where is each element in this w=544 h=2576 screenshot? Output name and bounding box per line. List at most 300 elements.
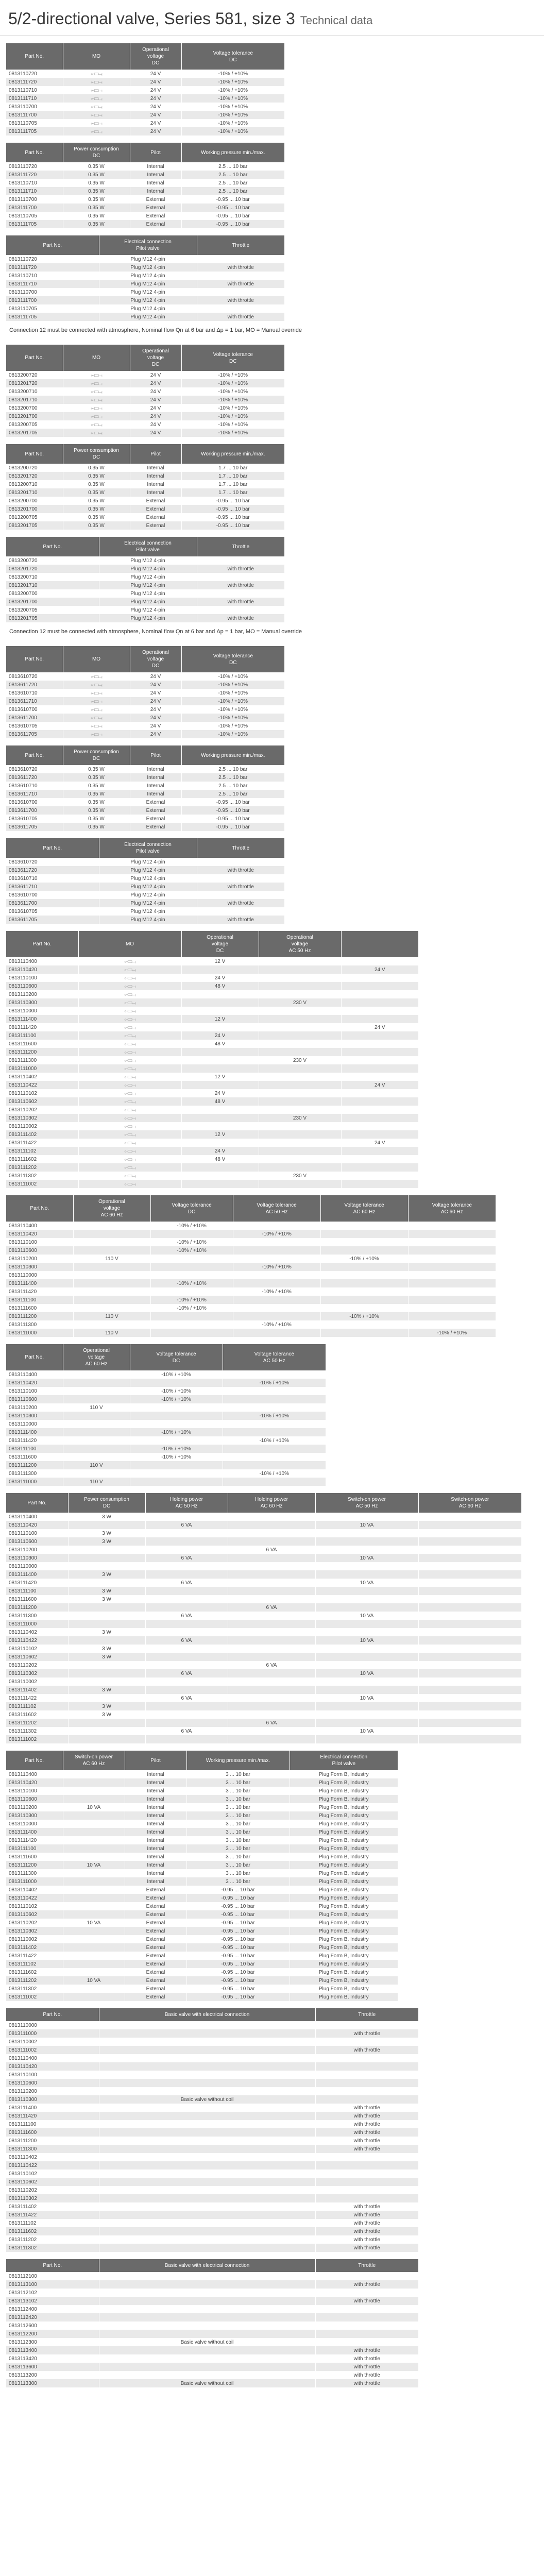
table-cell: 24 V (130, 689, 181, 697)
table-row (6, 464, 284, 472)
table-cell: 230 V (259, 1172, 341, 1180)
table-cell: -0.95 ... 10 bar (186, 1902, 290, 1910)
table-cell: Plug M12 4-pin (99, 866, 197, 874)
table-cell: -0.95 ... 10 bar (181, 815, 284, 823)
part-number: 0813200700 (6, 497, 63, 505)
table-cell: Basic valve without coil (99, 2338, 315, 2346)
table-cell (68, 1669, 145, 1677)
table-cell (63, 1787, 125, 1795)
table-row (6, 1828, 398, 1836)
table-cell: 0.35 W (63, 505, 130, 513)
column-header: Voltage tolerance DC (150, 1195, 233, 1222)
table-cell: with throttle (315, 2137, 418, 2145)
valve-symbol-icon: ⟜⊏⊐⟞ (63, 412, 130, 420)
table-cell: 3 W (68, 1587, 145, 1595)
table-row (6, 204, 284, 212)
part-number: 0813110302 (6, 1927, 63, 1935)
table-row (6, 2354, 418, 2363)
table-cell (99, 2330, 315, 2338)
table-cell: Plug M12 4-pin (99, 272, 197, 280)
table-cell: Plug M12 4-pin (99, 573, 197, 581)
part-number: 0813110002 (6, 2038, 99, 2046)
table-cell: 10 VA (315, 1636, 418, 1645)
table-cell (233, 1238, 320, 1246)
table-cell (223, 1478, 326, 1486)
part-number: 0813111710 (6, 94, 63, 103)
table-row (6, 1312, 496, 1320)
table-cell: -10% / +10% (181, 379, 284, 387)
table-cell: -10% / +10% (223, 1412, 326, 1420)
part-number: 0813111420 (6, 1579, 68, 1587)
part-number: 0813201720 (6, 379, 63, 387)
table-row (6, 990, 418, 998)
valve-symbol-icon: ⟜⊏⊐⟞ (78, 990, 181, 998)
table-cell (418, 1628, 521, 1636)
table-cell: 0.35 W (63, 162, 130, 171)
table-cell (259, 1048, 341, 1056)
table-row (6, 296, 284, 304)
column-header: Power consumption DC (63, 444, 130, 464)
table-cell (233, 1222, 320, 1230)
table-row (6, 2305, 418, 2313)
part-number: 0813110600 (6, 1537, 68, 1546)
part-number: 0813111300 (6, 1612, 68, 1620)
table-cell (315, 1719, 418, 1727)
table-cell (197, 589, 284, 598)
table-cell (315, 2338, 418, 2346)
table-row (6, 2289, 418, 2297)
table-row (6, 565, 284, 573)
part-number: 0813201720 (6, 472, 63, 480)
table-cell (320, 1329, 408, 1337)
table-cell (259, 1163, 341, 1172)
table-cell: 24 V (130, 103, 181, 111)
table-cell: -0.95 ... 10 bar (181, 823, 284, 831)
table-cell (315, 2186, 418, 2194)
table-row (6, 1529, 521, 1537)
table-row (6, 387, 284, 396)
table-cell (150, 1271, 233, 1279)
table-cell (228, 1636, 315, 1645)
part-number: 0813610705 (6, 907, 99, 916)
part-number: 0813111202 (6, 1163, 78, 1172)
part-number: 0813110202 (6, 1106, 78, 1114)
table-cell (228, 1612, 315, 1620)
table-cell: Plug Form B, Industry (290, 1770, 398, 1778)
table-row (6, 806, 284, 815)
table-row (6, 2321, 418, 2330)
table-row (6, 2186, 418, 2194)
table-cell (315, 2054, 418, 2062)
table-cell: 6 VA (145, 1579, 228, 1587)
table-row (6, 2235, 418, 2244)
table-cell: External (125, 1894, 186, 1902)
table-cell: 24 V (130, 730, 181, 738)
part-number: 0813110000 (6, 1420, 63, 1428)
table-cell: 110 V (73, 1312, 150, 1320)
valve-symbol-icon: ⟜⊏⊐⟞ (78, 1048, 181, 1056)
table-cell: Internal (130, 179, 181, 187)
column-header: Part No. (6, 43, 63, 70)
table-cell (228, 1727, 315, 1735)
part-number: 0813110700 (6, 195, 63, 204)
table-cell (320, 1246, 408, 1255)
part-number: 0813111402 (6, 1130, 78, 1139)
part-number: 0813111710 (6, 187, 63, 195)
part-number: 0813201705 (6, 521, 63, 530)
table-cell (315, 1562, 418, 1570)
table-cell: with throttle (197, 883, 284, 891)
table-row (6, 2227, 418, 2235)
column-header: Pilot (125, 1751, 186, 1770)
part-number: 0813110710 (6, 272, 99, 280)
table-row (6, 891, 284, 899)
table-cell (130, 1469, 223, 1478)
table-cell: 10 VA (315, 1579, 418, 1587)
data-table (6, 444, 284, 530)
table-cell: External (125, 1993, 186, 2001)
part-number: 0813110100 (6, 1787, 63, 1795)
table-row (6, 1844, 398, 1853)
column-header: Throttle (197, 537, 284, 556)
table-cell: with throttle (315, 2244, 418, 2252)
table-row (6, 2104, 418, 2112)
table-cell: -10% / +10% (181, 127, 284, 135)
table-cell: 3 ... 10 bar (186, 1803, 290, 1811)
table-cell (130, 1403, 223, 1412)
table-cell: 24 V (181, 1147, 259, 1155)
part-number: 0813110710 (6, 179, 63, 187)
part-number: 0813111705 (6, 127, 63, 135)
page-subtitle: Technical data (300, 14, 373, 27)
page-title: 5/2-directional valve, Series 581, size 3 (8, 9, 295, 28)
spec-table (6, 345, 538, 437)
table-cell: with throttle (315, 2211, 418, 2219)
table-cell: 3 W (68, 1653, 145, 1661)
part-number: 0813200705 (6, 606, 99, 614)
table-row (6, 1653, 521, 1661)
table-cell: 0.35 W (63, 806, 130, 815)
table-cell (68, 1661, 145, 1669)
part-number: 0813200720 (6, 371, 63, 379)
table-cell: -0.95 ... 10 bar (186, 1960, 290, 1968)
part-number: 0813110100 (6, 1529, 68, 1537)
column-header: Voltage tolerance DC (130, 1344, 223, 1370)
table-cell (197, 606, 284, 614)
part-number: 0813111002 (6, 2046, 99, 2054)
table-cell: Plug Form B, Industry (290, 1877, 398, 1886)
table-cell: Internal (125, 1877, 186, 1886)
table-cell: -0.95 ... 10 bar (181, 497, 284, 505)
table-cell (68, 1677, 145, 1686)
table-cell: Plug M12 4-pin (99, 891, 197, 899)
valve-symbol-icon: ⟜⊏⊐⟞ (63, 379, 130, 387)
table-cell: External (130, 798, 181, 806)
column-header: Part No. (6, 444, 63, 464)
column-header: Part No. (6, 646, 63, 672)
table-cell: -10% / +10% (233, 1320, 320, 1329)
table-row (6, 2211, 418, 2219)
table-cell (259, 1007, 341, 1015)
table-cell (408, 1238, 496, 1246)
part-number: 0813111602 (6, 1710, 68, 1719)
column-header: Voltage tolerance AC 60 Hz (320, 1195, 408, 1222)
table-cell: -10% / +10% (150, 1246, 233, 1255)
table-row (6, 1803, 398, 1811)
table-cell (63, 1985, 125, 1993)
column-header: Voltage tolerance DC (181, 43, 284, 70)
table-row (6, 2219, 418, 2227)
table-cell (145, 1513, 228, 1521)
part-number: 0813111102 (6, 1147, 78, 1155)
table-cell: External (125, 1985, 186, 1993)
table-row (6, 94, 284, 103)
table-cell: External (125, 1960, 186, 1968)
table-cell: with throttle (315, 2202, 418, 2211)
valve-symbol-icon: ⟜⊏⊐⟞ (63, 672, 130, 681)
table-cell: Plug Form B, Industry (290, 1869, 398, 1877)
table-cell: Plug Form B, Industry (290, 1861, 398, 1869)
data-table (6, 235, 284, 321)
table-cell: 0.35 W (63, 798, 130, 806)
table-cell: -10% / +10% (150, 1304, 233, 1312)
table-row (6, 1222, 496, 1230)
table-cell (68, 1554, 145, 1562)
table-row (6, 2371, 418, 2379)
valve-symbol-icon: ⟜⊏⊐⟞ (78, 1007, 181, 1015)
part-number: 0813110705 (6, 119, 63, 127)
table-cell: 2.5 ... 10 bar (181, 790, 284, 798)
table-cell: 10 VA (315, 1727, 418, 1735)
table-cell (341, 1180, 418, 1188)
valve-symbol-icon: ⟜⊏⊐⟞ (78, 1139, 181, 1147)
table-cell (408, 1296, 496, 1304)
part-number: 0813110000 (6, 1562, 68, 1570)
part-number: 0813110422 (6, 1894, 63, 1902)
table-cell (63, 1412, 130, 1420)
table-cell: Plug M12 4-pin (99, 606, 197, 614)
table-row (6, 472, 284, 480)
column-header: Part No. (6, 1195, 73, 1222)
column-header: Holding power AC 60 Hz (228, 1493, 315, 1513)
table-cell (408, 1279, 496, 1287)
valve-symbol-icon: ⟜⊏⊐⟞ (63, 429, 130, 437)
column-header: Operational voltage DC (130, 345, 181, 371)
table-header-row (6, 143, 284, 162)
table-cell: Plug Form B, Industry (290, 1886, 398, 1894)
part-number: 0813111302 (6, 1727, 68, 1735)
table-cell (68, 1612, 145, 1620)
table-cell (73, 1238, 150, 1246)
spec-table (6, 235, 538, 321)
table-cell: 3 W (68, 1537, 145, 1546)
table-cell: with throttle (315, 2363, 418, 2371)
table-cell (197, 255, 284, 263)
table-cell (181, 1139, 259, 1147)
table-cell: 24 V (341, 965, 418, 974)
table-row (6, 1952, 398, 1960)
table-cell: -0.95 ... 10 bar (186, 1894, 290, 1902)
part-number: 0813110300 (6, 1811, 63, 1820)
table-cell: External (130, 823, 181, 831)
table-cell (99, 2272, 315, 2280)
part-number: 0813111700 (6, 111, 63, 119)
table-row (6, 1770, 398, 1778)
part-number: 0813113200 (6, 2371, 99, 2379)
column-header: Working pressure min./max. (186, 1751, 290, 1770)
table-cell (259, 1155, 341, 1163)
table-cell (259, 1015, 341, 1023)
table-cell: 12 V (181, 1073, 259, 1081)
table-cell (99, 2244, 315, 2252)
table-cell (73, 1279, 150, 1287)
part-number: 0813110422 (6, 1081, 78, 1089)
part-number: 0813110202 (6, 1661, 68, 1669)
table-cell (315, 2272, 418, 2280)
table-cell (63, 1778, 125, 1787)
table-cell (259, 1106, 341, 1114)
table-cell (99, 2194, 315, 2202)
table-row (6, 162, 284, 171)
table-cell (315, 1587, 418, 1595)
table-row (6, 705, 284, 714)
part-number: 0813111600 (6, 1040, 78, 1048)
valve-symbol-icon: ⟜⊏⊐⟞ (78, 1180, 181, 1188)
table-cell (145, 1570, 228, 1579)
table-cell (341, 1122, 418, 1130)
spec-table (6, 1493, 538, 1743)
table-cell (150, 1329, 233, 1337)
table-cell (228, 1677, 315, 1686)
page-header (0, 0, 544, 36)
table-header-row (6, 838, 284, 858)
table-cell: 0.35 W (63, 480, 130, 488)
valve-symbol-icon: ⟜⊏⊐⟞ (63, 722, 130, 730)
table-cell: Internal (130, 472, 181, 480)
table-cell: -10% / +10% (181, 86, 284, 94)
table-cell (341, 957, 418, 965)
part-number: 0813113100 (6, 2280, 99, 2289)
part-number: 0813111400 (6, 1570, 68, 1579)
part-number: 0813111100 (6, 1445, 63, 1453)
table-cell (418, 1612, 521, 1620)
table-row (6, 1263, 496, 1271)
table-row (6, 1172, 418, 1180)
table-cell: Plug Form B, Industry (290, 1853, 398, 1861)
table-row (6, 1089, 418, 1097)
table-cell (233, 1312, 320, 1320)
table-row (6, 187, 284, 195)
table-row (6, 1114, 418, 1122)
table-cell: -0.95 ... 10 bar (181, 212, 284, 220)
part-number: 0813112200 (6, 2330, 99, 2338)
table-row (6, 1645, 521, 1653)
column-header: Part No. (6, 2259, 99, 2272)
table-row (6, 497, 284, 505)
table-row (6, 513, 284, 521)
part-number: 0813111300 (6, 1320, 73, 1329)
part-number: 0813110705 (6, 304, 99, 313)
table-cell (68, 1727, 145, 1735)
table-cell (233, 1296, 320, 1304)
part-number: 0813111420 (6, 1436, 63, 1445)
part-number: 0813110300 (6, 1412, 63, 1420)
table-row (6, 722, 284, 730)
table-row (6, 1546, 521, 1554)
table-row (6, 916, 284, 924)
table-cell (320, 1287, 408, 1296)
table-cell (63, 1935, 125, 1943)
table-cell (228, 1554, 315, 1562)
table-cell: -0.95 ... 10 bar (181, 806, 284, 815)
table-cell (408, 1320, 496, 1329)
table-cell (145, 1620, 228, 1628)
valve-symbol-icon: ⟜⊏⊐⟞ (78, 1081, 181, 1089)
table-cell: -10% / +10% (130, 1395, 223, 1403)
part-number: 0813110700 (6, 103, 63, 111)
table-cell: 2.5 ... 10 bar (181, 187, 284, 195)
table-cell (408, 1230, 496, 1238)
table-cell: 24 V (130, 412, 181, 420)
part-number: 0813111422 (6, 2211, 99, 2219)
table-cell (315, 1529, 418, 1537)
part-number: 0813111002 (6, 1180, 78, 1188)
table-cell: with throttle (197, 866, 284, 874)
table-cell: 24 V (130, 86, 181, 94)
table-cell: 3 ... 10 bar (186, 1787, 290, 1795)
table-cell (315, 2170, 418, 2178)
table-cell (223, 1461, 326, 1469)
part-number: 0813111000 (6, 1064, 78, 1073)
table-cell: 3 ... 10 bar (186, 1795, 290, 1803)
table-cell (181, 1023, 259, 1031)
column-header: Voltage tolerance DC (181, 345, 284, 371)
table-row (6, 1279, 496, 1287)
table-row (6, 2244, 418, 2252)
table-cell: with throttle (197, 280, 284, 288)
table-cell: -10% / +10% (130, 1428, 223, 1436)
table-cell (130, 1420, 223, 1428)
table-cell (99, 2219, 315, 2227)
part-number: 0813110000 (6, 1271, 73, 1279)
table-row (6, 1387, 326, 1395)
table-cell (145, 1686, 228, 1694)
table-cell: with throttle (315, 2112, 418, 2120)
column-header: Part No. (6, 537, 99, 556)
part-number: 0813111200 (6, 1603, 68, 1612)
table-header-row (6, 931, 418, 957)
table-cell: -10% / +10% (181, 705, 284, 714)
table-row (6, 1927, 398, 1935)
part-number: 0813110302 (6, 1669, 68, 1677)
valve-symbol-icon: ⟜⊏⊐⟞ (78, 998, 181, 1007)
data-table (6, 43, 284, 135)
table-cell (418, 1710, 521, 1719)
column-header: MO (63, 345, 130, 371)
column-header: Operational voltage AC 50 Hz (259, 931, 341, 957)
part-number: 0813110300 (6, 998, 78, 1007)
part-number: 0813110200 (6, 1255, 73, 1263)
table-cell (63, 1886, 125, 1894)
table-cell (68, 1694, 145, 1702)
table-cell (408, 1287, 496, 1296)
table-row (6, 573, 284, 581)
part-number: 0813110002 (6, 1677, 68, 1686)
part-number: 0813111000 (6, 1620, 68, 1628)
table-cell (341, 1015, 418, 1023)
table-cell: 24 V (130, 119, 181, 127)
table-cell: External (125, 1919, 186, 1927)
